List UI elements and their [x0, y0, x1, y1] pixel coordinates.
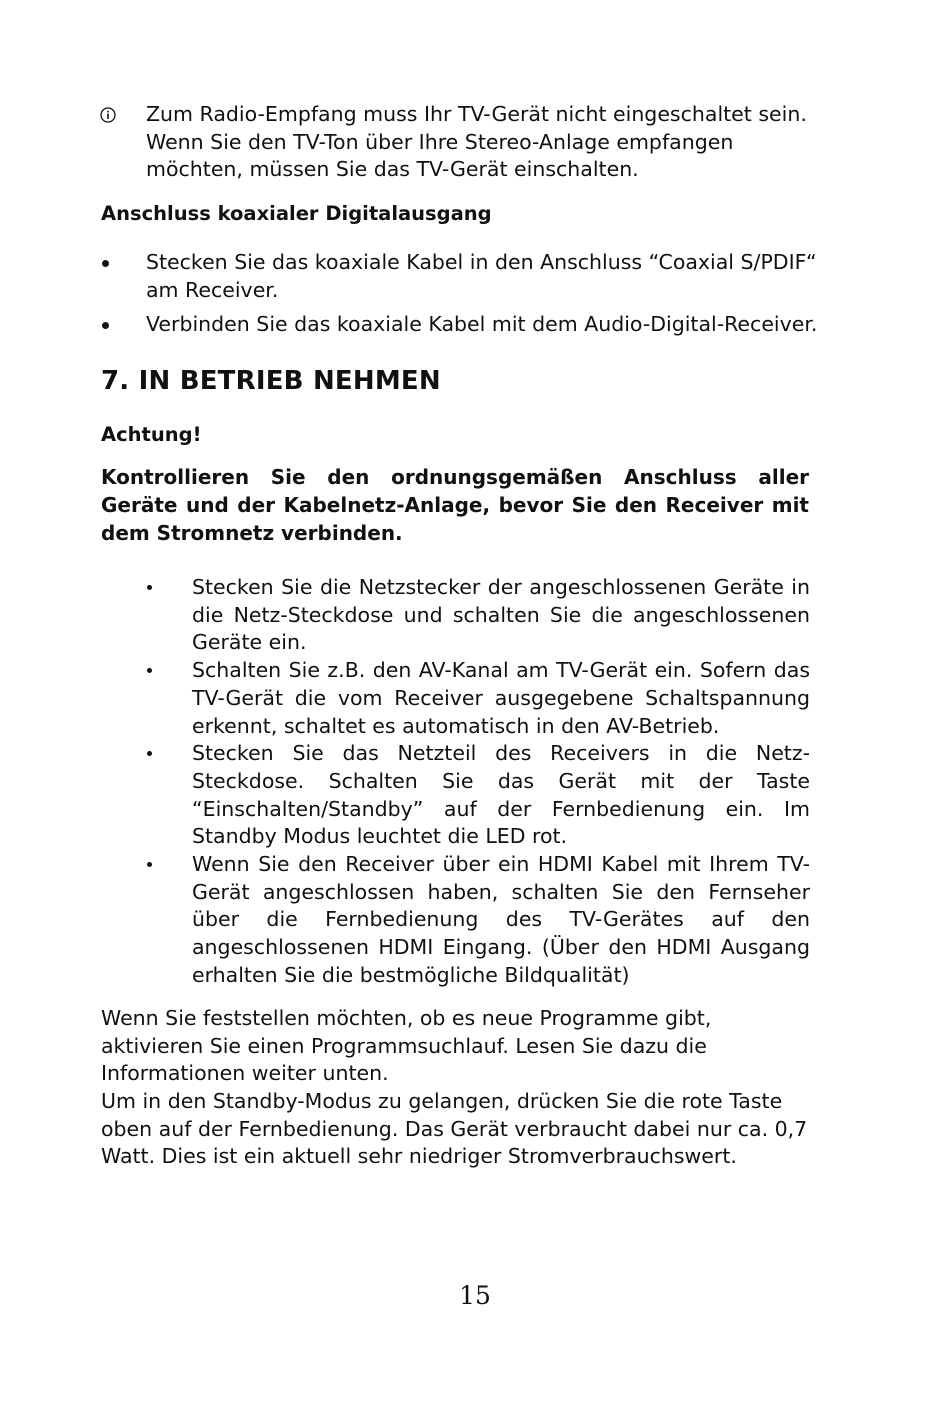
list-item: [100, 249, 820, 304]
list-item-text: Stecken Sie das koaxiale Kabel in den Anschluss “Coaxial S/PDIF“ am Receiver.: [146, 250, 817, 302]
page-number: 15: [459, 1281, 491, 1310]
coax-heading: Anschluss koaxialer Digitalausgang: [101, 202, 492, 225]
channel-search-paragraph: Wenn Sie feststellen möchten, ob es neue Programme gibt, aktivieren Sie einen Programmsuchlauf. Lesen Sie dazu die Informationen weiter unten.: [101, 1006, 712, 1086]
bullet-icon: [147, 862, 152, 867]
bullet-icon: [102, 322, 109, 329]
info-note-text: Zum Radio-Empfang muss Ihr TV-Gerät nicht eingeschaltet sein. Wenn Sie den TV-Ton über Ihre Stereo-Anlage empfangen möchten, müssen Sie das TV-Gerät einschalten.: [146, 102, 807, 181]
bullet-icon: [147, 668, 152, 673]
list-item-text: Stecken Sie das Netzteil des Receivers in die Netz-Steckdose. Schalten Sie das Gerät mit der Taste “Einschalten/Standby” auf der Fernbedienung ein. Im Standby Modus leuchtet die LED rot.: [192, 741, 810, 849]
info-note: [100, 101, 820, 184]
warning-label: Achtung!: [101, 423, 202, 446]
list-item-text: Wenn Sie den Receiver über ein HDMI Kabel mit Ihrem TV-Gerät angeschlossen haben, schalten Sie den Fernseher über die Fernbedienung des TV-Gerätes auf den angeschlossenen HDMI Eingang. (Über den HDMI Ausgang erhalten Sie die bestmögliche Bildqualität): [192, 852, 810, 987]
chapter-title: 7. IN BETRIEB NEHMEN: [101, 366, 441, 396]
bullet-icon: [147, 751, 152, 756]
list-item: [100, 311, 820, 339]
list-item: [146, 574, 810, 657]
list-item: [146, 740, 810, 851]
list-item: [146, 851, 810, 990]
standby-paragraph: Um in den Standby-Modus zu gelangen, drücken Sie die rote Taste oben auf der Fernbedienung. Das Gerät verbraucht dabei nur ca. 0,7 Watt. Dies ist ein aktuell sehr niedriger Stromverbrauchswert.: [101, 1089, 808, 1169]
list-item-text: Schalten Sie z.B. den AV-Kanal am TV-Gerät ein. Sofern das TV-Gerät die vom Receiver ausgegebene Schaltspannung erkennt, schaltet es automatisch in den AV-Betrieb.: [192, 658, 810, 738]
info-icon: [100, 107, 116, 123]
coax-list: [100, 249, 820, 346]
warning-text: Kontrollieren Sie den ordnungsgemäßen Anschluss aller Geräte und der Kabelnetz-Anlage, bevor Sie den Receiver mit dem Stromnetz verbinden.: [101, 465, 809, 545]
list-item: [146, 657, 810, 740]
bullet-icon: [147, 585, 152, 590]
list-item-text: Stecken Sie die Netzstecker der angeschlossenen Geräte in die Netz-Steckdose und schalten Sie die angeschlossenen Geräte ein.: [192, 575, 810, 655]
list-item-text: Verbinden Sie das koaxiale Kabel mit dem Audio-Digital-Receiver.: [146, 312, 818, 336]
setup-steps-list: [146, 574, 810, 990]
bullet-icon: [102, 260, 109, 267]
